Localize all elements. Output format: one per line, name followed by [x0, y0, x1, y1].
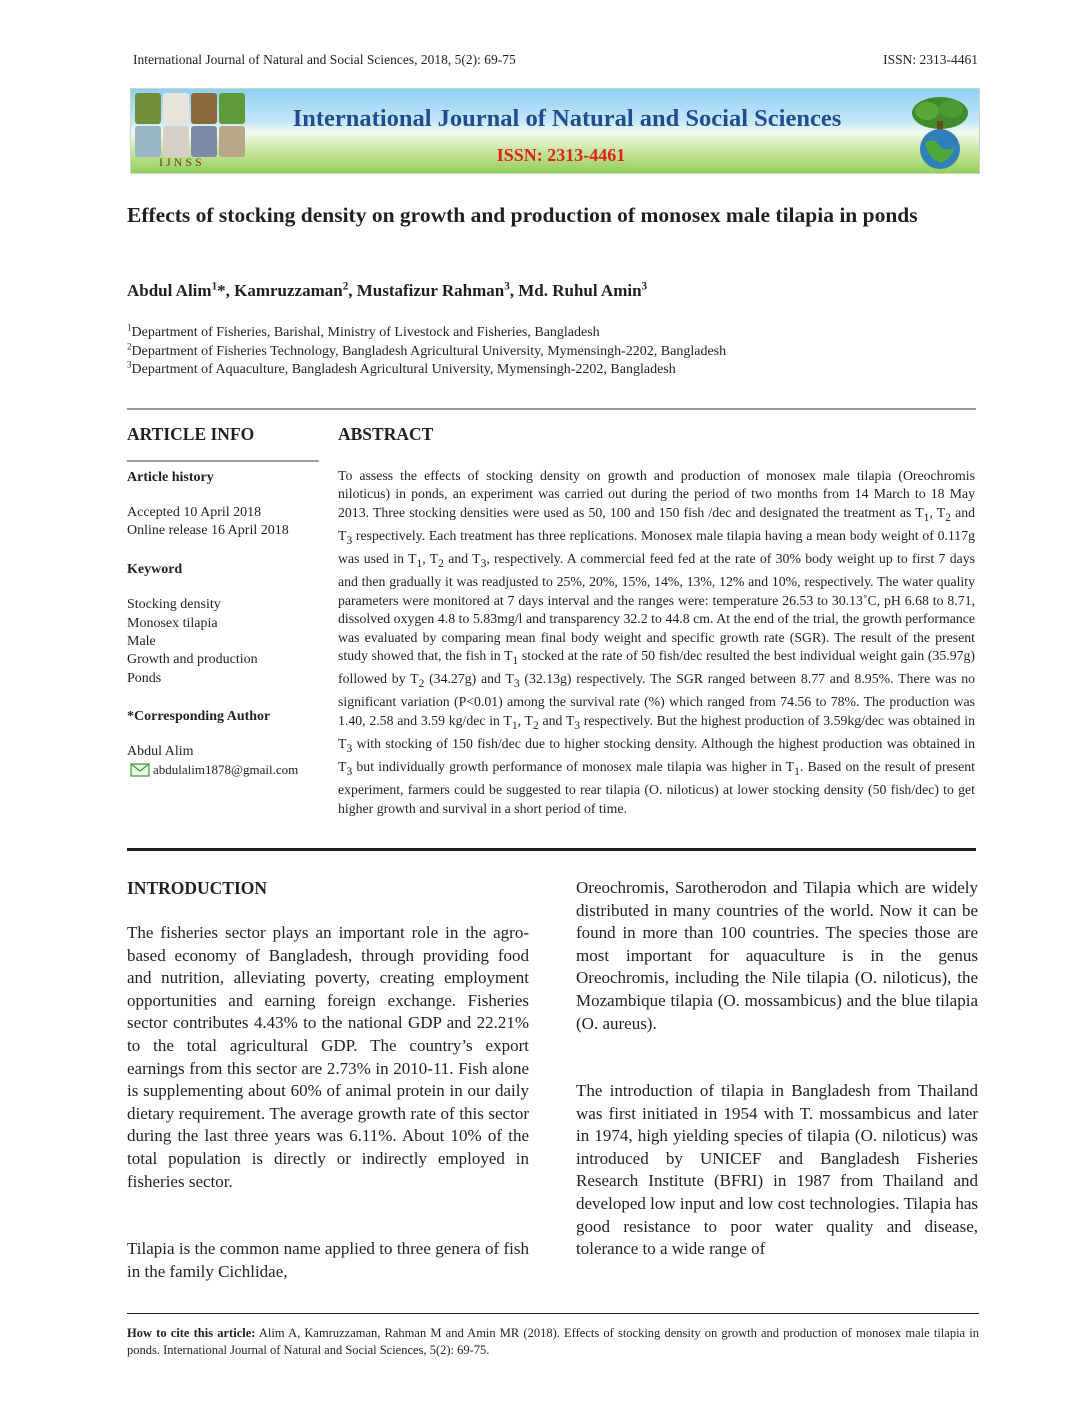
author-name: Md. Ruhul Amin	[518, 281, 642, 300]
running-header-citation: International Journal of Natural and Social Sciences, 2018, 5(2): 69-75	[133, 52, 516, 67]
intro-paragraph: Oreochromis, Sarotherodon and Tilapia which are widely distributed in many countries of the world. Now it can be found in more than 100 countries. The species those are most important for aquaculture is in the genus Oreochromis, including the Nile tilapia (O. niloticus), the Mozambique tilapia (O. mossambicus) and the blue tilapia (O. aureus).	[576, 878, 978, 1033]
running-header-issn: ISSN: 2313-4461	[883, 52, 978, 67]
keyword-item: Growth and production	[127, 652, 258, 667]
article-info-divider	[127, 460, 319, 462]
corresponding-author-name: Abdul Alim	[127, 744, 194, 759]
author-name: Kamruzzaman	[234, 281, 343, 300]
article-info-heading: ARTICLE INFO	[127, 424, 255, 444]
keyword-label: Keyword	[127, 562, 183, 577]
affiliation-text: Department of Fisheries Technology, Bangladesh Agricultural University, Mymensingh-2202, Bangladesh	[131, 344, 727, 359]
keyword-item: Male	[127, 634, 156, 649]
envelope-icon	[130, 763, 150, 777]
affiliation-text: Department of Fisheries, Barishal, Ministry of Livestock and Fisheries, Bangladesh	[131, 325, 600, 340]
citation-label: How to cite this article:	[127, 1326, 256, 1340]
author-separator: *,	[217, 281, 235, 300]
journal-issn: ISSN: 2313-4461	[496, 145, 626, 165]
corresponding-email[interactable]	[130, 762, 298, 778]
abstract-text: To assess the effects of stocking density on growth and production of monosex male tilapia (Oreochromis niloticus) in ponds, an experiment was carried out during the period of two months from 14 March to 18 May 2013. Three stocking densities were used as 50, 100 and 150 fish /dec and designated the treatment as $T_1$, $T_2$ and $T_3$ respectively. Each treatment has three replications. Monosex male tilapia having a mean body weight of 0.117g was used in $T_1$, $T_2$ and $T_3$, respectively. A commercial feed fed at the rate of 30% body weight up to first 7 days and then gradually it was readjusted to 25%, 20%, 15%, 14%, 13%, 12% and 10%, respectively. The water quality parameters were monitored at 7 days interval and the ranges were: temperature 26.53 to 30.13˚C, pH 6.68 to 8.71, dissolved oxygen 4.8 to 5.83mg/l and transparency 32.2 to 44.8 cm. At the end of the trial, the growth performance was evaluated by comparing mean final body weight and specific growth rate (SGR). The result of the present study showed that, the fish in $T_1$ stocked at the rate of 50 fish/dec resulted the best individual weight gain (35.97g) followed by $T_2$ (34.27g) and $T_3$ (32.13g) respectively. The SGR ranged between 8.77 and 8.95%. There was no significant variation (P<0.01) among the survival rate (%) which ranged from 74.56 to 78%. The production was 1.40, 2.58 and 3.59 kg/dec in $T_1$, $T_2$ and $T_3$ respectively. But the highest production of 3.59kg/dec was obtained in $T_3$ with stocking of 150 fish/dec due to higher stocking density. Although the highest production was obtained in $T_3$ but individually growth performance of monosex male tilapia was higher in $T_1$. Based on the result of present experiment, farmers could be suggested to rear tilapia (O. niloticus) at lower stocking density (50 fish/dec) to get higher growth and survival in a short period of time.	[338, 468, 976, 816]
author-separator: ,	[348, 281, 357, 300]
author-affiliation-mark: 1	[211, 280, 218, 293]
keyword-item: Ponds	[127, 671, 162, 686]
email-address[interactable]: abdulalim1878@gmail.com	[153, 762, 299, 777]
article-history-label: Article history	[127, 470, 214, 485]
affiliation	[127, 322, 600, 341]
corresponding-author-label: *Corresponding Author	[127, 709, 271, 724]
affiliation-mark: 2	[127, 341, 132, 352]
section-divider	[127, 408, 976, 410]
abstract-heading: ABSTRACT	[338, 424, 434, 444]
affiliation-mark: 1	[127, 322, 132, 333]
intro-paragraph: The introduction of tilapia in Bangladesh from Thailand was first initiated in 1954 with T. mossambicus and later in 1974, high yielding species of tilapia (O. niloticus) was introduced by UNICEF and Bangladesh Fisheries Research Institute (BFRI) in 1987 from Thailand and developed low input and low cost technologies. Tilapia has good resistance to poor water quality and disease, tolerance to a wide range of	[576, 1081, 978, 1259]
globe-tree-icon	[905, 93, 975, 171]
author-affiliation-mark: 3	[504, 280, 510, 293]
paper-title: Effects of stocking density on growth and production of monosex male tilapia in ponds	[127, 203, 918, 227]
author-list	[127, 281, 647, 301]
intro-paragraph: Tilapia is the common name applied to three genera of fish in the family Cichlidae,	[127, 1239, 529, 1281]
keyword-item: Stocking density	[127, 597, 221, 612]
journal-logo-collage	[135, 93, 245, 157]
accepted-date: Accepted 10 April 2018	[127, 505, 262, 520]
keyword-item: Monosex tilapia	[127, 616, 218, 631]
journal-title: International Journal of Natural and Social Sciences	[292, 105, 842, 132]
introduction-heading: INTRODUCTION	[127, 878, 268, 898]
author-affiliation-mark: 3	[641, 280, 648, 293]
affiliation	[127, 359, 676, 378]
journal-logo-text: IJNSS	[159, 155, 205, 169]
footer-divider	[127, 1313, 979, 1314]
citation-note	[127, 1325, 979, 1358]
affiliation	[127, 341, 727, 360]
abstract-divider	[127, 848, 976, 851]
intro-paragraph: The fisheries sector plays an important role in the agro-based economy of Bangladesh, through providing food and nutrition, alleviating poverty, creating employment opportunities and earning foreign exchange. Fisheries sector contributes 4.43% to the national GDP and 22.21% to the total agricultural GDP. The country’s export earnings from this sector are 2.73% in 2010-11. Fish alone is supplementing about 60% of animal protein in our daily dietary requirement. The average growth rate of this sector during the last three years was 6.11%. About 10% of the total population is directly or indirectly employed in fisheries sector.	[127, 923, 529, 1191]
author-affiliation-mark: 2	[342, 280, 349, 293]
affiliation-text: Department of Aquaculture, Bangladesh Agricultural University, Mymensingh-2202, Bangladesh	[131, 362, 676, 377]
author-name: Mustafizur Rahman	[356, 281, 505, 300]
author-name: Abdul Alim	[127, 281, 212, 300]
author-separator: ,	[509, 281, 519, 300]
online-release-date: Online release 16 April 2018	[127, 523, 289, 538]
citation-text: Alim A, Kamruzzaman, Rahman M and Amin MR (2018). Effects of stocking density on growth and production of monosex male tilapia in ponds. International Journal of Natural and Social Sciences, 5(2): 69-75.	[127, 1326, 979, 1357]
journal-banner	[130, 88, 980, 174]
affiliation-mark: 3	[127, 359, 132, 370]
